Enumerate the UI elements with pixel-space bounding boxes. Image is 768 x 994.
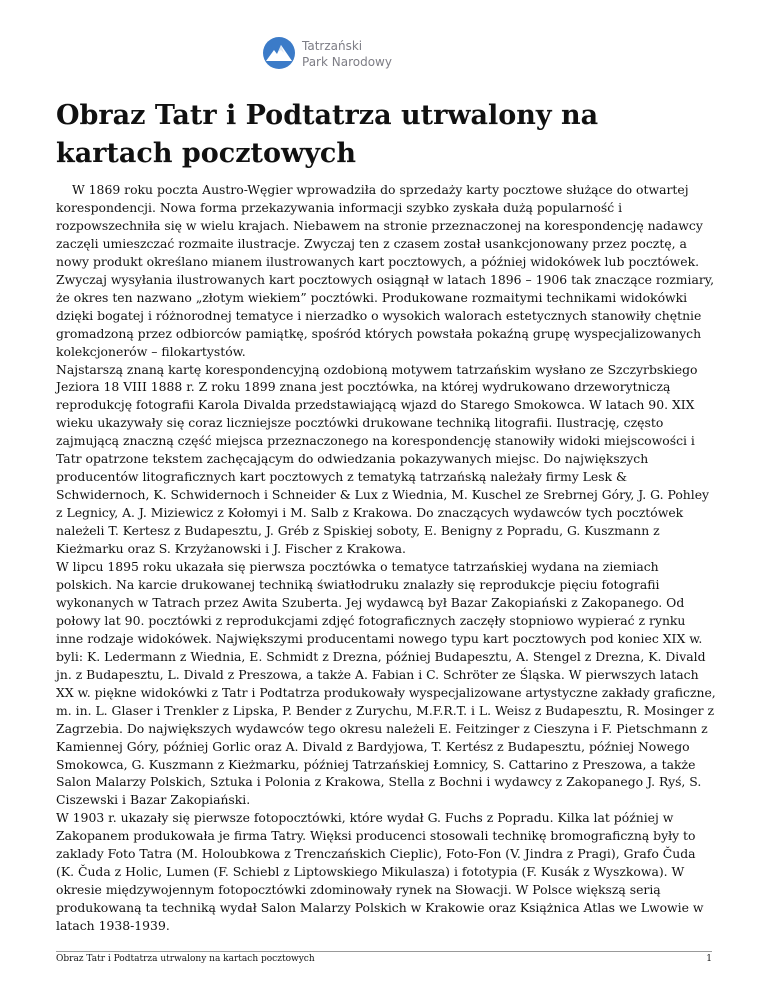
paragraph: W lipcu 1895 roku ukazała się pierwsza pocztówka o tematyce tatrzańskiej wydana na ziemiach polskich. Na karcie drukowanej techniką światłodruku znalazły się reprodukcje pięciu fotografii wykonanych w Tatrach przez Awita Szuberta. Jej wydawcą był Bazar Zakopiański z Zakopanego. Od połowy lat 90. pocztówki z reprodukcjami zdjęć fotograficznych zaczęły stopniowo wypierać z rynku inne rodzaje widokówek. Największymi producentami nowego typu kart pocztowych pod koniec XIX w. byli: K. Ledermann z Wiednia, E. Schmidt z Drezna, później Budapesztu, A. Stengel z Drezna, K. Divald jn. z Budapesztu, L. Divald z Preszowa, a także A. Fabian i C. Schröter ze Śląska. W pierwszych latach XX w. piękne widokówki z Tatr i Podtatrza produkowały wyspecjalizowane artystyczne zakłady graficzne, m. in. L. Glaser i Trenkler z Lipska, P. Bender z Zurychu, M.F.R.T. i L. Weisz z Budapesztu, R. Mosinger z Zagrzebia. Do największych wydawców tego okresu należeli E. Feitzinger z Cieszyna i F. Pietschmann z Kamiennej Góry, później Gorlic oraz A. Divald z Bardyjowa, T. Kertész z Budapesztu, później Nowego Smokowca, G. Kuszmann z Kieżmarku, później Tatrzańskiej Łomnicy, S. Cattarino z Preszowa, a także Salon Malarzy Polskich, Sztuka i Polonia z Krakowa, Stella z Bochni i wydawcy z Zakopanego J. Ryś, S. Ciszewski i Bazar Zakopiański. <box>56 559 716 808</box>
document-title: Obraz Tatr i Podtatrza utrwalony na kartach pocztowych <box>56 100 599 169</box>
footer-divider <box>56 951 712 952</box>
page-number: 1 <box>706 954 712 964</box>
paragraph: W 1869 roku poczta Austro-Węgier wprowadziła do sprzedaży karty pocztowe służące do otwartej korespondencji. Nowa forma przekazywania informacji szybko zyskała dużą popularność i rozpowszechniła się w wielu krajach. Niebawem na stronie przeznaczonej na korespondencję nadawcy zaczęli umieszczać rozmaite ilustracje. Zwyczaj ten z czasem został usankcjonowany przez pocztę, a nowy produkt określano mianem ilustrowanych kart pocztowych, a później widokówek lub pocztówek. <box>56 182 703 269</box>
logo-line-2: Park Narodowy <box>302 55 392 69</box>
document-body <box>56 181 716 935</box>
paragraph: W 1903 r. ukazały się pierwsze fotopocztówki, które wydał G. Fuchs z Popradu. Kilka lat później w Zakopanem produkowała je firma Tatry. Więksi producenci stosowali technikę bromograficzną były to zaklady Foto Tatra (M. Holoubkowa z Trenczańskich Cieplic), Foto-Fon (V. Jindra z Pragi), Grafo Čuda (K. Čuda z Holic, Lumen (F. Schiebl z Liptowskiego Mikulasza) i fototypia (F. Kusák z Wyszkowa). W okresie międzywojennym fotopocztówki zdominowały rynek na Słowacji. W Polsce większą serią produkowaną ta techniką wydał Salon Malarzy Polskich w Krakowie oraz Książnica Atlas we Lwowie w latach 1938-1939. <box>56 810 704 934</box>
paragraph: Najstarszą znaną kartę korespondencyjną ozdobioną motywem tatrzańskim wysłano ze Szczyrbskiego Jeziora 18 VIII 1888 r. Z roku 1899 znana jest pocztówka, na której wydrukowano drzeworytniczą reprodukcję fotografii Karola Divalda przedstawiającą wjazd do Starego Smokowca. W latach 90. XIX wieku ukazywały się coraz liczniejsze pocztówki drukowane techniką litografii. Ilustrację, często zajmującą znaczną część miejsca przeznaczonego na korespondencję stanowiły widoki miejscowości i Tatr opatrzone tekstem zachęcającym do odwiedzania pokazywanych miejsc. Do największych producentów litograficznych kart pocztowych z tematyką tatrzańską należały firmy Lesk & Schwidernoch, K. Schwidernoch i Schneider & Lux z Wiednia, M. Kuschel ze Srebrnej Góry, J. G. Pohley z Legnicy, A. J. Miziewicz z Kołomyi i M. Salb z Krakowa. Do znaczących wydawców tych pocztówek należeli T. Kertesz z Budapesztu, J. Gréb z Spiskiej soboty, E. Benigny z Popradu, G. Kuszmann z Kieżmarku oraz S. Krzyżanowski i J. Fischer z Krakowa. <box>56 361 710 557</box>
footer-title: Obraz Tatr i Podtatrza utrwalony na kartach pocztowych <box>56 954 315 964</box>
logo-line-1: Tatrzański <box>302 39 363 53</box>
paragraph: Zwyczaj wysyłania ilustrowanych kart pocztowych osiągnął w latach 1896 – 1906 tak znaczące rozmiary, że okres ten nazwano „złotym wiekiem” pocztówki. Produkowane rozmaitymi technikami widokówki dzięki bogatej i różnorodnej tematyce i nierzadko o wysokich walorach estetycznych stanowiły chętnie gromadzoną przez odbiorców pamiątkę, spośród których powstała pokaźną grupę wyspecjalizowanych kolekcjonerów – filokartystów. <box>56 271 715 359</box>
logo <box>262 36 412 76</box>
mountain-logo-icon <box>262 36 296 70</box>
logo-text <box>302 38 392 70</box>
